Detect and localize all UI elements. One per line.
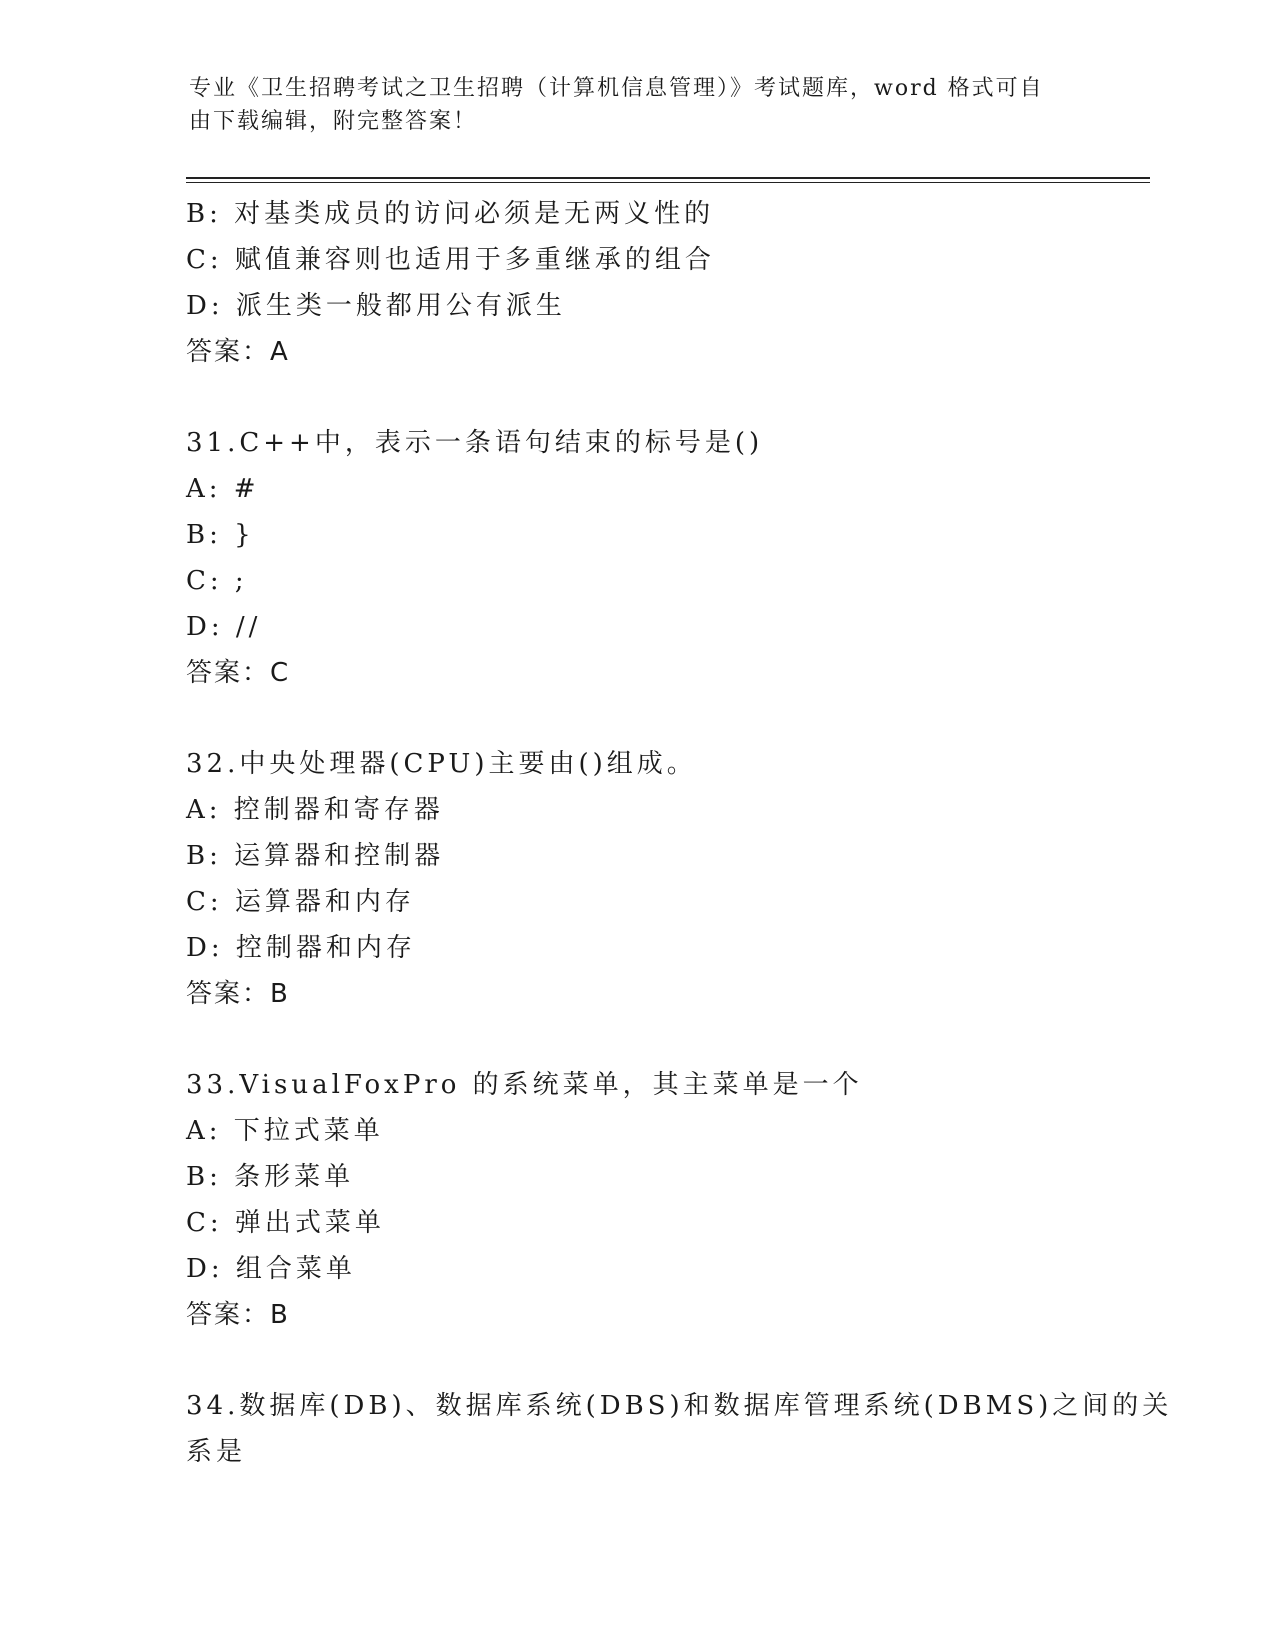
answer-line: 答案：B [186,1300,290,1330]
question-block-32 [186,741,1086,1017]
option-c: C: 赋值兼容则也适用于多重继承的组合 [186,245,715,275]
header-line-1: 专业《卫生招聘考试之卫生招聘（计算机信息管理）》考试题库，word 格式可自 [189,76,1044,101]
answer-line: 答案：A [186,337,290,367]
header-line-2: 由下载编辑，附完整答案！ [189,109,478,134]
option-c: C: 运算器和内存 [186,887,415,917]
question-list [186,191,1173,1475]
option-c: C: ; [186,566,248,596]
question-stem: 33.VisualFoxPro 的系统菜单，其主菜单是一个 [186,1070,863,1100]
option-d: D: // [186,612,262,642]
option-c: C: 弹出式菜单 [186,1208,385,1238]
question-block-30 [186,191,1086,375]
option-d: D: 控制器和内存 [186,933,416,963]
option-b: B: } [186,520,255,550]
header-rule-thick [186,177,1150,179]
question-stem-line-1: 34.数据库(DB)、数据库系统(DBS)和数据库管理系统(DBMS)之间的关 [186,1391,1173,1421]
answer-line: 答案：C [186,658,291,688]
document-header [189,72,1069,138]
question-stem: 32.中央处理器(CPU)主要由()组成。 [186,749,697,779]
question-stem: 31.C++中，表示一条语句结束的标号是() [186,428,764,458]
question-block-33 [186,1062,1086,1338]
option-d: D: 派生类一般都用公有派生 [186,291,566,321]
question-stem-line-2: 系是 [186,1437,247,1467]
question-block-31 [186,420,1086,696]
option-a: A: 控制器和寄存器 [186,795,444,825]
option-b: B: 对基类成员的访问必须是无两义性的 [186,199,715,229]
question-block-34 [186,1383,1173,1475]
header-rule-thin [186,182,1150,183]
option-a: A: # [186,474,260,504]
option-a: A: 下拉式菜单 [186,1116,384,1146]
option-b: B: 运算器和控制器 [186,841,445,871]
option-d: D: 组合菜单 [186,1254,356,1284]
answer-line: 答案：B [186,979,290,1009]
option-b: B: 条形菜单 [186,1162,355,1192]
